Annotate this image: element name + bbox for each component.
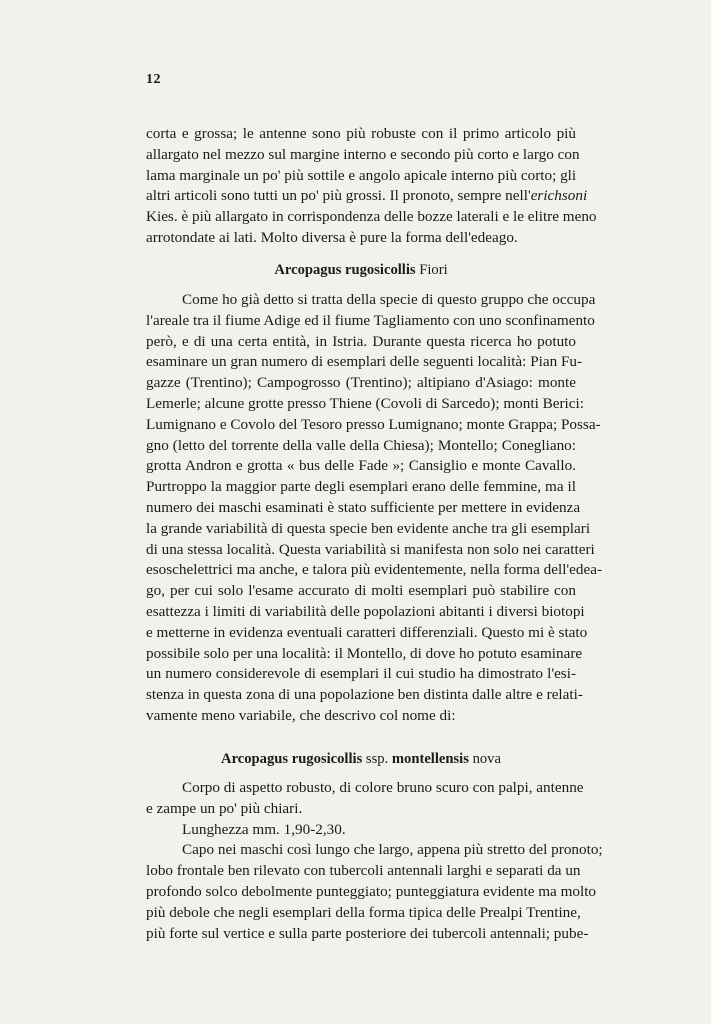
description-paragraph	[146, 778, 603, 944]
text-line: e metterne in evidenza eventuali caratteri differenziali. Questo mi è stato	[146, 623, 588, 641]
text-line: lama marginale un po' più sottile e angolo apicale interno più corto; gli	[146, 166, 577, 184]
text-line: però, e di una certa entità, in Istria. Durante questa ricerca ho potuto	[146, 332, 576, 350]
text-line: Come ho già detto si tratta della specie di questo gruppo che occupa	[182, 291, 596, 308]
ssp-abbrev: ssp.	[365, 751, 389, 767]
text-line: allargato nel mezzo sul margine interno e secondo più corto e largo con	[146, 145, 580, 163]
text-line: vamente meno variabile, che descrivo col nome di:	[146, 706, 456, 724]
intro-paragraph	[146, 124, 597, 249]
text-line: profondo solco debolmente punteggiato; punteggiatura evidente ma molto	[146, 882, 597, 900]
page-number: 12	[146, 72, 161, 87]
text-line: lobo frontale ben rilevato con tubercoli antennali larghi e separati da un	[146, 862, 581, 880]
text-line: go, per cui solo l'esame accurato di molti esemplari può stabilire con	[146, 582, 576, 600]
species-heading	[146, 262, 576, 279]
text-line: Lumignano e Covolo del Tesoro presso Lumignano; monte Grappa; Possa-	[146, 415, 601, 433]
text-line: Lunghezza mm. 1,90-2,30.	[182, 820, 346, 838]
text-segment: altri articoli sono tutti un po' più grossi. Il pronoto, sempre nell'	[146, 187, 531, 205]
text-line: esoschelettrici ma anche, e talora più evidentemente, nella forma dell'edea-	[146, 561, 603, 579]
text-line: possibile solo per una località: il Montello, di dove ho potuto esaminare	[146, 644, 583, 662]
text-line: Lemerle; alcune grotte presso Thiene (Covoli di Sarcedo); monti Berici:	[146, 394, 584, 412]
species-name: Arcopagus rugosicollis	[274, 262, 416, 278]
text-line	[146, 186, 588, 207]
text-line: gazze (Trentino); Campogrosso (Trentino); altipiano d'Asiago: monte	[146, 374, 576, 392]
text-line: esattezza i limiti di variabilità delle popolazioni abitanti i diversi biotopi	[146, 602, 585, 620]
text-line: gno (letto del torrente della valle della Chiesa); Montello; Conegliano:	[146, 436, 576, 454]
species-name: Arcopagus rugosicollis	[221, 751, 363, 767]
text-line: Corpo di aspetto robusto, di colore bruno scuro con palpi, antenne	[182, 779, 584, 796]
text-line: esaminare un gran numero di esemplari delle seguenti località: Pian Fu-	[146, 353, 583, 371]
text-line: stenza in questa zona di una popolazione ben distinta dalle altre e relati-	[146, 686, 583, 704]
text-line: un numero considerevole di esemplari il cui studio ha dimostrato l'esi-	[146, 665, 576, 683]
text-line: arrotondate ai lati. Molto diversa è pure la forma dell'edeago.	[146, 228, 518, 246]
text-line: Capo nei maschi così lungo che largo, appena più stretto del pronoto;	[182, 841, 603, 859]
species-epithet: erichsoni	[530, 187, 588, 205]
text-line: corta e grossa; le antenne sono più robuste con il primo articolo più	[146, 125, 576, 142]
species-author: Fiori	[419, 262, 448, 278]
text-line: Kies. è più allargato in corrispondenza delle bozze laterali e le elitre meno	[146, 208, 597, 226]
text-line: Purtroppo la maggior parte degli esemplari erano delle femmine, ma il	[146, 478, 576, 496]
subspecies-name: montellensis	[391, 751, 469, 767]
text-line: di una stessa località. Questa variabilità si manifesta non solo nei caratteri	[146, 540, 595, 558]
text-line: più forte sul vertice e sulla parte posteriore dei tubercoli antennali; pube-	[146, 924, 589, 942]
taxon-status: nova	[472, 751, 501, 767]
text-line: numero dei maschi esaminati è stato sufficiente per mettere in evidenza	[146, 498, 581, 516]
text-line: e zampe un po' più chiari.	[146, 799, 303, 817]
subspecies-heading	[146, 751, 576, 768]
text-line: la grande variabilità di questa specie ben evidente anche tra gli esemplari	[146, 519, 591, 537]
species-paragraph	[146, 290, 603, 727]
text-line: l'areale tra il fiume Adige ed il fiume Tagliamento con uno sconfinamento	[146, 311, 595, 329]
text-line: grotta Andron e grotta « bus delle Fade »; Cansiglio e monte Cavallo.	[146, 457, 576, 475]
text-line: più debole che negli esemplari della forma tipica delle Prealpi Trentine,	[146, 903, 581, 921]
